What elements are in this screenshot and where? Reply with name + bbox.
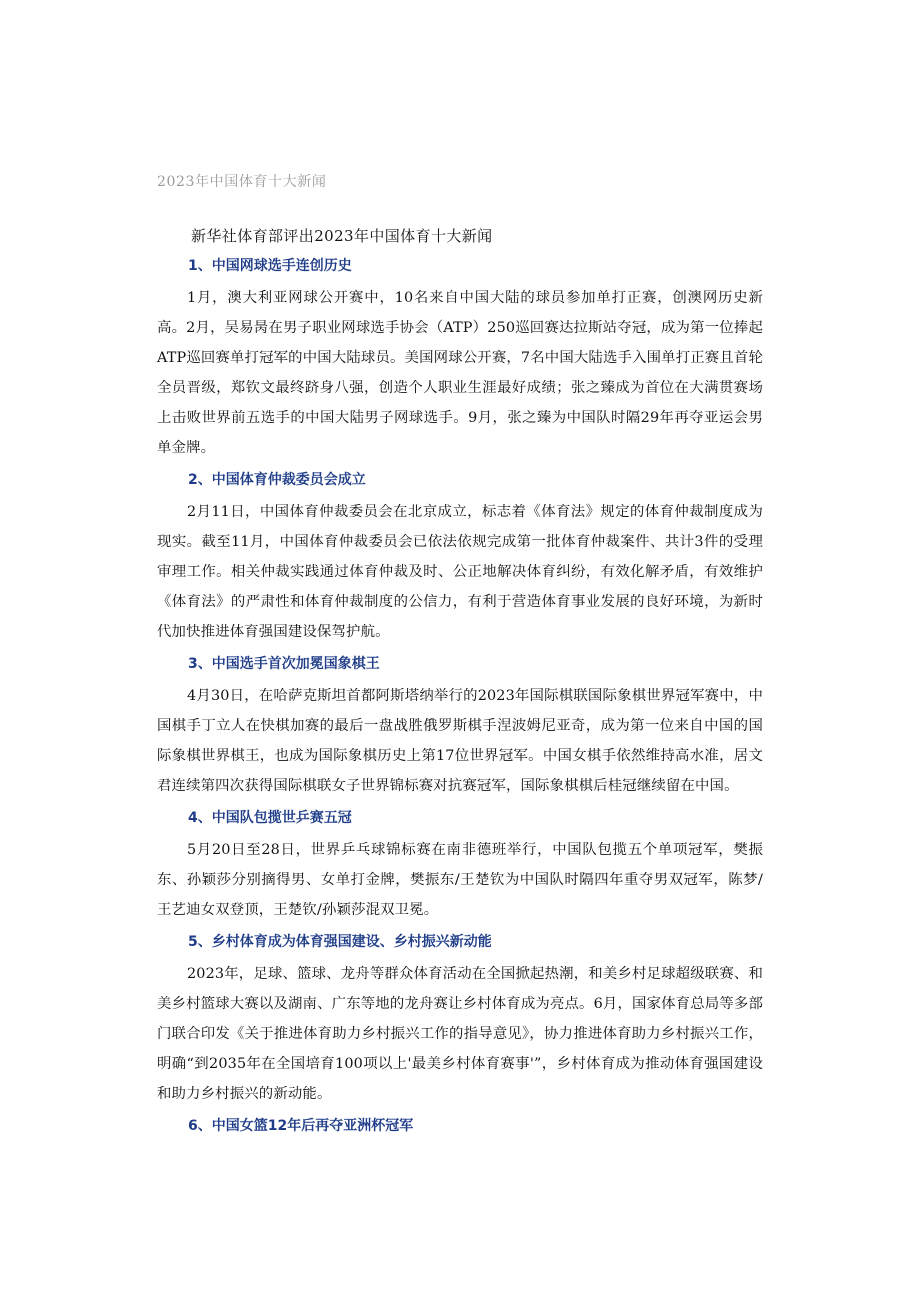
news-item-heading: 6、中国女篮12年后再夺亚洲杯冠军	[188, 1118, 414, 1134]
news-item-paragraph: 1月，澳大利亚网球公开赛中，10名来自中国大陆的球员参加单打正赛，创澳网历史新高。2月，吴易昺在男子职业网球选手协会（ATP）250巡回赛达拉斯站夺冠，成为第一位捧起ATP巡回赛单打冠军的中国大陆球员。美国网球公开赛，7名中国大陆选手入围单打正赛且首轮全员晋级，郑钦文最终跻身八强，创造个人职业生涯最好成绩；张之臻成为首位在大满贯赛场上击败世界前五选手的中国大陆男子网球选手。9月，张之臻为中国队时隔29年再夺亚运会男单金牌。	[157, 290, 763, 456]
news-item-paragraph: 4月30日，在哈萨克斯坦首都阿斯塔纳举行的2023年国际棋联国际象棋世界冠军赛中，中国棋手丁立人在快棋加赛的最后一盘战胜俄罗斯棋手涅波姆尼亚奇，成为第一位来自中国的国际象棋世界棋王，也成为国际象棋历史上第17位世界冠军。中国女棋手依然维持高水准，居文君连续第四次获得国际棋联女子世界锦标赛对抗赛冠军，国际象棋棋后桂冠继续留在中国。	[157, 688, 763, 794]
news-item-heading: 2、中国体育仲裁委员会成立	[188, 472, 366, 488]
news-item-paragraph: 5月20日至28日，世界乒乓球锦标赛在南非德班举行，中国队包揽五个单项冠军，樊振东、孙颖莎分别摘得男、女单打金牌，樊振东/王楚钦为中国队时隔四年重夺男双冠军，陈梦/王艺迪女双登顶，王楚钦/孙颖莎混双卫冕。	[157, 842, 763, 918]
news-item-5	[157, 930, 763, 1109]
news-item-3	[157, 652, 763, 801]
document-header: 2023年中国体育十大新闻	[157, 174, 327, 190]
news-item-1	[157, 254, 763, 463]
news-item-heading: 3、中国选手首次加冕国象棋王	[188, 656, 380, 672]
news-item-heading: 4、中国队包揽世乒赛五冠	[188, 810, 352, 826]
news-item-heading: 1、中国网球选手连创历史	[188, 258, 352, 274]
news-item-2	[157, 468, 763, 647]
news-item-6	[157, 1114, 763, 1138]
news-item-paragraph: 2023年，足球、篮球、龙舟等群众体育活动在全国掀起热潮，和美乡村足球超级联赛、和美乡村篮球大赛以及湖南、广东等地的龙舟赛让乡村体育成为亮点。6月，国家体育总局等多部门联合印发《关于推进体育助力乡村振兴工作的指导意见》，协力推进体育助力乡村振兴工作，明确“到2035年在全国培育100项以上'最美乡村体育赛事'”，乡村体育成为推动体育强国建设和助力乡村振兴的新动能。	[157, 966, 763, 1102]
article-body	[157, 224, 763, 1143]
news-item-4	[157, 806, 763, 925]
news-item-paragraph: 2月11日，中国体育仲裁委员会在北京成立，标志着《体育法》规定的体育仲裁制度成为现实。截至11月，中国体育仲裁委员会已依法依规完成第一批体育仲裁案件、共计3件的受理审理工作。相关仲裁实践通过体育仲裁及时、公正地解决体育纠纷，有效化解矛盾，有效维护《体育法》的严肃性和体育仲裁制度的公信力，有利于营造体育事业发展的良好环境，为新时代加快推进体育强国建设保驾护航。	[157, 504, 763, 640]
news-item-heading: 5、乡村体育成为体育强国建设、乡村振兴新动能	[188, 934, 492, 950]
article-lead: 新华社体育部评出2023年中国体育十大新闻	[191, 227, 493, 245]
